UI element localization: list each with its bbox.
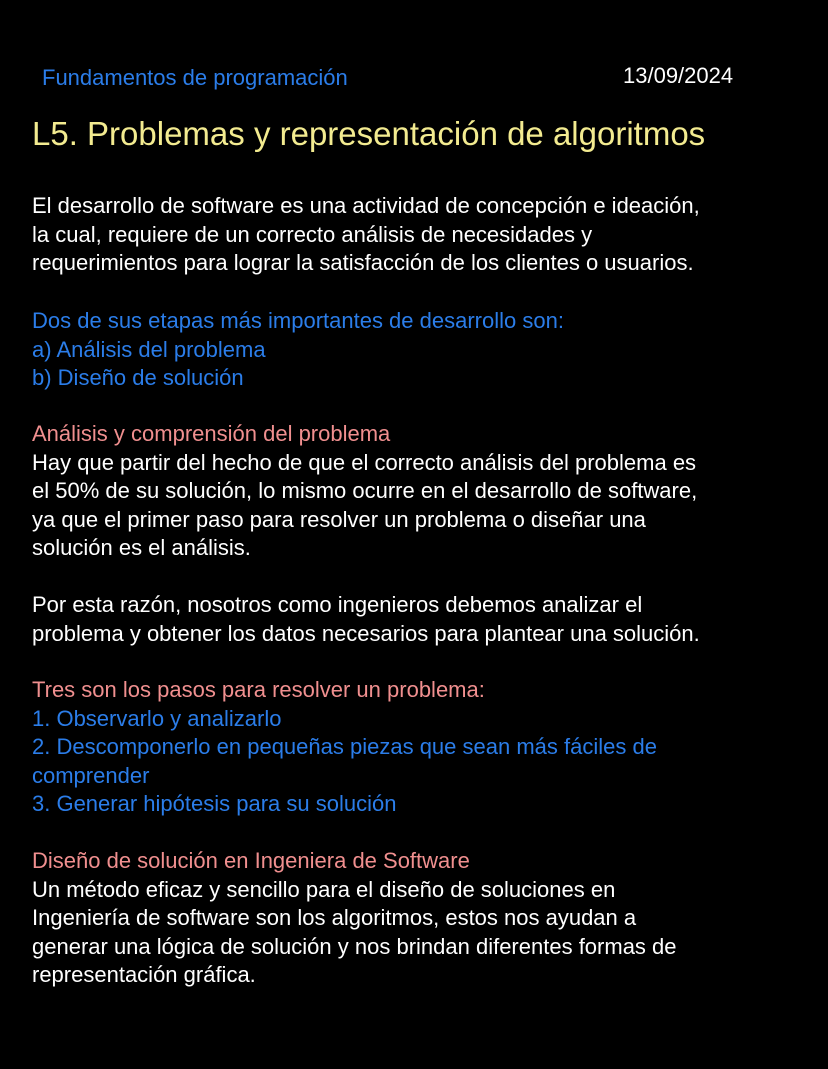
analysis-line: solución es el análisis. — [32, 535, 251, 560]
analysis-section — [32, 420, 812, 563]
intro-line: requerimientos para lograr la satisfacción de los clientes o usuarios. — [32, 250, 694, 275]
page-title: L5. Problemas y representación de algoritmos — [32, 115, 706, 152]
design-heading: Diseño de solución en Ingeniera de Software — [32, 848, 470, 873]
lesson-date: 13/09/2024 — [623, 63, 734, 88]
steps-heading: Tres son los pasos para resolver un problema: — [32, 677, 485, 702]
reason-line: Por esta razón, nosotros como ingenieros debemos analizar el — [32, 592, 643, 617]
design-section — [32, 847, 812, 990]
reason-paragraph — [32, 591, 812, 648]
course-name: Fundamentos de programación — [42, 65, 348, 90]
steps-section — [32, 676, 812, 819]
design-line: representación gráfica. — [32, 962, 256, 987]
step-line: 3. Generar hipótesis para su solución — [32, 791, 397, 816]
analysis-heading: Análisis y comprensión del problema — [32, 421, 391, 446]
analysis-line: Hay que partir del hecho de que el correcto análisis del problema es — [32, 449, 697, 475]
step-line: 1. Observarlo y analizarlo — [32, 705, 282, 731]
analysis-line: el 50% de su solución, lo mismo ocurre en el desarrollo de software, — [32, 478, 698, 503]
step-line: 2. Descomponerlo en pequeñas piezas que sean más fáciles de — [32, 734, 657, 759]
step-line: comprender — [32, 762, 150, 788]
stage-item: a) Análisis del problema — [32, 336, 266, 362]
design-line: generar una lógica de solución y nos brindan diferentes formas de — [32, 933, 677, 959]
stages-heading: Dos de sus etapas más importantes de desarrollo son: — [32, 308, 564, 333]
stage-item: b) Diseño de solución — [32, 365, 244, 390]
intro-line: la cual, requiere de un correcto análisis de necesidades y — [32, 221, 593, 247]
intro-line: El desarrollo de software es una actividad de concepción e ideación, — [32, 193, 700, 218]
analysis-line: ya que el primer paso para resolver un problema o diseñar una — [32, 506, 646, 532]
design-line: Ingeniería de software son los algoritmos, estos nos ayudan a — [32, 905, 637, 930]
design-line: Un método eficaz y sencillo para el diseño de soluciones en — [32, 876, 616, 902]
reason-line: problema y obtener los datos necesarios para plantear una solución. — [32, 620, 700, 646]
intro-paragraph — [32, 192, 812, 278]
stages-section — [32, 307, 812, 393]
